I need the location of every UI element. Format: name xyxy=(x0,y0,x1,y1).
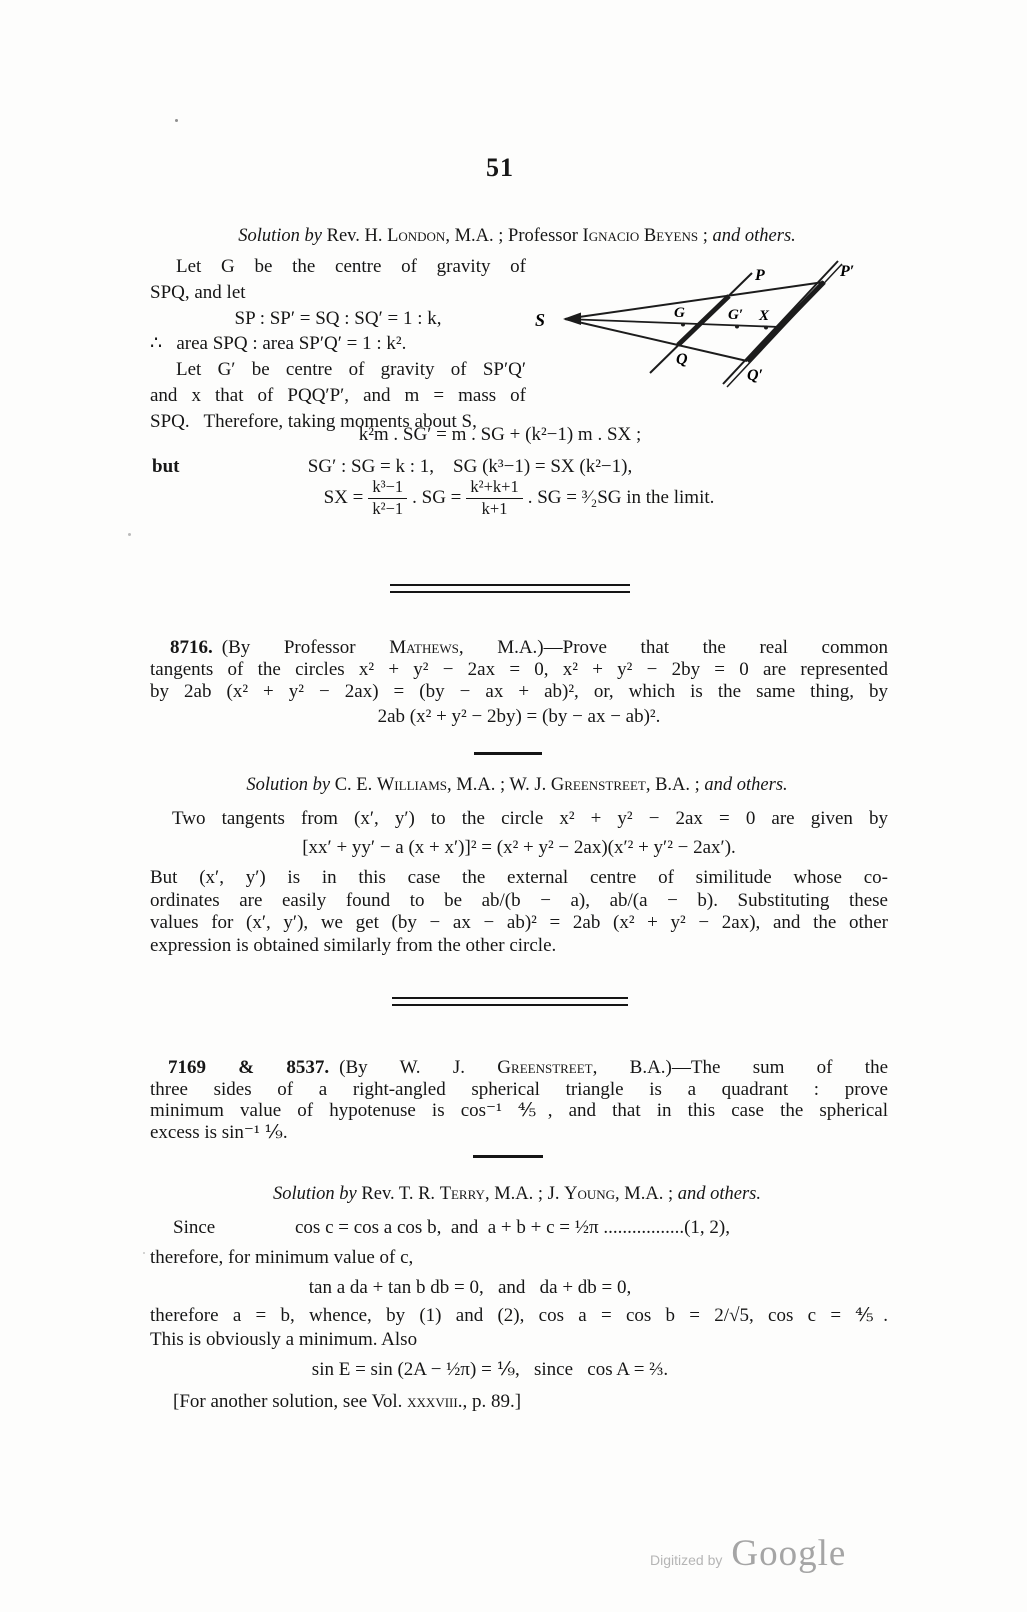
eq-mid: . SG = xyxy=(412,487,462,508)
section-divider xyxy=(390,584,630,593)
byline-lead: Solution by xyxy=(273,1184,362,1204)
ray-s-pprime xyxy=(565,282,824,319)
byline-tail: and others. xyxy=(704,775,788,795)
solution-line: values for (x′, y′), we get (by − ax − ab)² = 2ab (x² + y² − 2ax), and the other xyxy=(150,912,888,933)
author-name: Greenstreet xyxy=(550,775,646,795)
byline-lead: Solution by xyxy=(238,226,327,246)
problem-line: three sides of a right-angled spherical triangle is a quadrant : prove xyxy=(150,1078,888,1100)
equation-sg-ratio: SG′ : SG = k : 1, SG (k³−1) = SX (k²−1), xyxy=(307,456,633,477)
paragraph-line: Let G′ be centre of gravity of SP′Q′ xyxy=(176,359,526,381)
problem-8716 xyxy=(150,637,888,728)
problem-line: minimum value of hypotenuse is cos⁻¹ ⅘, and that in this case the spherical xyxy=(150,1100,888,1122)
equation-moments: k²m . SG′ = m . SG + (k²−1) m . SX ; xyxy=(358,424,642,445)
watermark-prefix: Digitized by xyxy=(650,1552,723,1568)
byline-williams: Solution by C. E. Williams, M.A. ; W. J. Greenstreet, B.A. ; and others. xyxy=(246,775,788,795)
problem-line: tangents of the circles x² + y² − 2ax = 0, x² + y² − 2by = 0 are represented xyxy=(150,659,888,680)
byline-lead: Solution by xyxy=(246,775,335,795)
author-name: Williams xyxy=(376,775,448,795)
byline-tail: and others. xyxy=(712,226,796,246)
equation-sx-limit xyxy=(150,470,888,526)
solution-left-column xyxy=(150,254,526,435)
solution-rule xyxy=(473,1155,543,1158)
author-name: Terry xyxy=(439,1184,485,1204)
figure-label-g: G xyxy=(674,305,685,321)
equation-ratio: SP : SP′ = SQ : SQ′ = 1 : k, xyxy=(234,307,442,329)
point-g xyxy=(681,323,685,327)
scan-speck xyxy=(175,119,178,122)
page-number: 51 xyxy=(486,153,514,182)
problem-number: 8716. xyxy=(170,637,213,658)
footnote: [For another solution, see Vol. xxxviii., p. 89.] xyxy=(173,1391,522,1412)
byline-terry: Solution by Rev. T. R. Terry, M.A. ; J. Young, M.A. ; and others. xyxy=(273,1184,761,1204)
author-name: Greenstreet xyxy=(497,1057,593,1078)
solution-line: therefore a = b, whence, by (1) and (2), cos a = cos b = 2/√5, cos c = ⅘. xyxy=(150,1305,888,1326)
figure-label-pprime: P′ xyxy=(840,263,855,280)
author-name: Ignacio Beyens xyxy=(582,226,699,246)
solution-line: ordinates are easily found to be ab/(b − a), ab/(a − b). Substituting these xyxy=(150,889,888,911)
scan-speck xyxy=(143,1252,145,1254)
solution-equation: [xx′ + yy′ − a (x + x′)]² = (x² + y² − 2ax)(x′² + y′² − 2ax′). xyxy=(302,837,736,858)
equation-sine-excess: sin E = sin (2A − ½π) = ⅑, since cos A = ⅔. xyxy=(311,1359,669,1380)
paragraph-line: SPQ. Therefore, taking moments about S, xyxy=(150,410,477,432)
equation-1-2: cos c = cos a cos b, and a + b + c = ½π .................(1, 2), xyxy=(295,1217,731,1238)
eq-tail: . SG = ³⁄₂SG in the limit. xyxy=(527,487,715,508)
solution-rule xyxy=(474,752,542,755)
line-pq-chord xyxy=(678,296,729,345)
author-name: Young xyxy=(564,1184,616,1204)
figure-label-qprime: Q′ xyxy=(747,367,764,384)
figure-label-x: X xyxy=(759,308,770,324)
problem-7169-8537 xyxy=(150,1057,888,1143)
problem-line: 7169 & 8537. (By W. J. Greenstreet, B.A.)—The sum of the xyxy=(168,1057,889,1078)
figure-label-p: P xyxy=(755,267,765,284)
solution-line: This is obviously a minimum. Also xyxy=(150,1329,418,1350)
solution-line: But (x′, y′) is in this case the external centre of similitude whose co- xyxy=(150,867,888,888)
scan-speck xyxy=(128,533,131,536)
figure-svg xyxy=(523,250,890,398)
problem-line: by 2ab (x² + y² − 2ax) = (by − ax + ab)², or, which is the same thing, by xyxy=(150,681,888,702)
solution-line: Two tangents from (x′, y′) to the circle x² + y² − 2ax = 0 are given by xyxy=(172,808,888,829)
but-label: but xyxy=(152,456,180,477)
paragraph-line: and x that of PQQ′P′, and m = mass of xyxy=(150,384,526,406)
since-label: Since xyxy=(173,1217,216,1238)
volume-reference: xxxviii xyxy=(407,1391,458,1412)
problem-equation: 2ab (x² + y² − 2by) = (by − ax − ab)². xyxy=(377,706,661,727)
solution-williams-text xyxy=(150,808,888,957)
paragraph-line: Let G be the centre of gravity of xyxy=(176,256,526,277)
eq-lhs: SX = xyxy=(323,487,364,508)
point-x xyxy=(764,326,768,330)
fraction: $\frac{\text{k³−1}}{\text{k²−1}}$ xyxy=(368,478,407,517)
byline-tail: and others. xyxy=(677,1184,761,1204)
figure-label-q: Q xyxy=(676,351,688,368)
fraction: $\frac{\text{k²+k+1}}{k+1}$ xyxy=(466,478,522,517)
problem-number: 7169 & 8537. xyxy=(168,1057,330,1078)
paragraph-line: SPQ, and let xyxy=(150,281,246,303)
watermark xyxy=(650,1532,846,1575)
byline-london: Solution by Rev. H. London, M.A. ; Professor Ignacio Beyens ; and others. xyxy=(238,226,796,246)
problem-line: excess is sin⁻¹ ⅑. xyxy=(150,1121,288,1143)
paragraph-line: ∴ area SPQ : area SP′Q′ = 1 : k². xyxy=(150,333,407,355)
section-divider xyxy=(392,997,628,1006)
point-gprime xyxy=(735,325,739,329)
google-logo: Google xyxy=(731,1533,847,1574)
author-name: London xyxy=(387,226,446,246)
figure-label-gprime: G′ xyxy=(728,307,744,323)
solution-line: expression is obtained similarly from the other circle. xyxy=(150,934,557,956)
author-name: Mathews xyxy=(389,637,459,658)
figure-label-s: S xyxy=(535,310,546,330)
problem-line: 8716. (By Professor Mathews, M.A.)—Prove that the real common xyxy=(170,637,888,658)
equation-differentials: tan a da + tan b db = 0, and da + db = 0, xyxy=(308,1277,632,1298)
solution-line: therefore, for minimum value of c, xyxy=(150,1247,414,1268)
geometry-figure xyxy=(523,250,890,403)
